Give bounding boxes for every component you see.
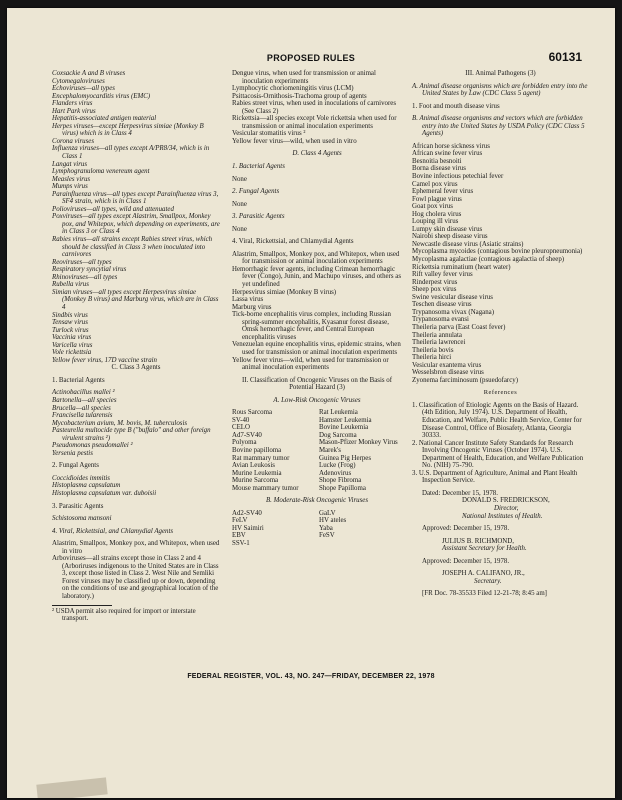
table-cell: FeSV (319, 532, 335, 540)
list-item: Mumps virus (52, 183, 88, 191)
list-item: Lymphocytic choriomeningitis virus (LCM) (232, 85, 354, 93)
list-item: Hemorrhagic fever agents, including Crimean hemorrhagic fever (Congo), Junin, and Machupo viruses, and others as yet undefined (232, 265, 402, 289)
table-cell: Guinea Pig Herpes (319, 454, 372, 462)
fungal-list (52, 475, 220, 498)
table-cell: Rous Sarcoma (232, 409, 272, 417)
approved-2: Approved: December 15, 1978. (422, 557, 510, 565)
list-item: African swine fever virus (412, 150, 483, 158)
fungal-heading: 2. Fungal Agents (52, 462, 99, 470)
list-item: Rickettsia ruminatium (heart water) (412, 263, 511, 271)
list-item: Echoviruses—all types (52, 85, 115, 93)
table-cell: Mason-Pfizer Monkey Virus (319, 439, 398, 447)
list-item: Theileria hirci (412, 354, 452, 362)
viral-list (52, 540, 220, 600)
page-footer: FEDERAL REGISTER, VOL. 43, NO. 247—FRIDAY, DECEMBER 22, 1978 (187, 673, 435, 680)
list-item: Newcastle disease virus (Asiatic strains) (412, 240, 524, 248)
list-item: Vesicular stomatitis virus ² (232, 130, 306, 138)
table-cell: Murine Sarcoma (232, 477, 279, 485)
list-item: Corona viruses (52, 137, 95, 145)
list-item: Coxsackie A and B viruses (52, 70, 126, 77)
bacterial-list (52, 389, 220, 457)
signer-1-title-1: Director, (494, 504, 519, 512)
list-item: Parainfluenza virus—all types except Parainfluenza virus 3, SF4 strain, which is in Class 1 (52, 190, 219, 206)
list-item: Actinobacillus mallei ² (52, 389, 115, 397)
list-item: Ephemeral fever virus (412, 188, 474, 196)
signer-3-name: JOSEPH A. CALIFANO, JR., (442, 570, 525, 578)
class4-bacterial-none: None (232, 175, 247, 183)
signer-1-name: DONALD S. FREDRICKSON, (462, 497, 550, 505)
animal-pathogen-list (412, 143, 589, 385)
table-cell: Bovine papilloma (232, 446, 282, 454)
class4-fungal-heading: 2. Fungal Agents (232, 188, 280, 196)
class4-parasitic-heading: 3. Parasitic Agents (232, 213, 285, 221)
list-item: Hog cholera virus (412, 210, 462, 218)
table-cell: Shope Fibroma (319, 477, 362, 485)
list-item: Bovine infectious petechial fever (412, 173, 504, 181)
table-cell: GaLV (319, 509, 336, 517)
list-item: Theileria lawrencei (412, 339, 466, 347)
list-item: Respiratory syncytial virus (52, 266, 127, 274)
parasitic-heading: 3. Parasitic Agents (52, 502, 104, 510)
class3-heading: C. Class 3 Agents (111, 364, 161, 372)
class4-bacterial-heading: 1. Bacterial Agents (232, 163, 285, 171)
list-item: Flanders virus (52, 100, 93, 108)
table-cell: Mouse mammary tumor (232, 484, 299, 492)
class4-fungal-none: None (232, 200, 247, 208)
list-item: Encephalomyocarditis virus (EMC) (52, 92, 151, 100)
table-cell: CELO (232, 424, 250, 432)
modrisk-left-column (232, 510, 315, 548)
list-item: Pseudomonas pseudomallei ² (52, 442, 133, 450)
modrisk-table (232, 510, 402, 548)
list-item: Dengue virus, when used for transmission or animal inoculation experiments (232, 70, 376, 85)
list-item: Arboviruses—all strains except those in Class 2 and 4 (Arboriruses indigenous to the United States are in Class 3, except those listed in Class 2. West Nile and Semliki Forest viruses may be classified up or down, depending on the conditions of use and geographical location of the laboratory.) (52, 555, 219, 600)
list-item: Schistosoma mansoni (52, 515, 112, 523)
signer-3-title: Secretary. (474, 577, 502, 585)
modrisk-right-column (319, 510, 402, 548)
signer-1-title-2: National Institutes of Health. (462, 512, 543, 520)
footnote: ² USDA permit also required for import or interstate transport. (52, 607, 196, 623)
list-item: Mycoplasma mycoides (contagious bovine pleuropneumonia) (412, 248, 583, 256)
table-cell: Lucke (Frog) (319, 462, 356, 470)
list-item: Sheep pox virus (412, 286, 457, 294)
lowrisk-left-column (232, 409, 315, 492)
list-item: Simian viruses—all types except Herpesvirus simiae (Monkey B virus) and Marburg virus, which are in Class 4 (52, 288, 219, 311)
list-item: Yellow fever virus—wild, when used in vitro (232, 137, 357, 145)
list-item: Brucella—all species (52, 404, 111, 412)
table-cell: Ad2-SV40 (232, 509, 262, 517)
list-item: Measles virus (52, 175, 91, 183)
section-a-item: 1. Foot and mouth disease virus (412, 102, 500, 110)
list-item: Alastrim, Smallpox, Monkey pox, and Whitepox, when used for transmission or animal inoculation experiments (232, 250, 400, 266)
list-item: Theileria parva (East Coast fever) (412, 323, 506, 331)
list-item: Vole rickettsia (52, 349, 92, 357)
column-2 (232, 70, 402, 548)
column-1 (52, 70, 220, 623)
table-cell: SV-40 (232, 416, 250, 424)
section2-heading: II. Classification of Oncogenic Viruses on the Basis of Potential Hazard (3) (241, 376, 393, 392)
list-item: Tick-borne encephalitis virus complex, including Russian spring-summer encephalitis, Kyasanur forest disease, Omsk hemorrhagic fever, and Central European encephalitis viruses (232, 311, 391, 341)
list-item: Yellow fever virus—wild, when used for transmission or animal inoculation experiments (232, 356, 389, 372)
section3-heading: III. Animal Pathogens (3) (465, 70, 536, 77)
page-number: 60131 (548, 50, 582, 64)
parasitic-list (52, 515, 220, 523)
list-item: Hart Park virus (52, 107, 96, 115)
class4-viral-list (232, 251, 402, 372)
list-item: Rabies street virus, when used in inoculations of carnivores (See Class 2) (232, 100, 396, 115)
list-item: Fowl plague virus (412, 195, 462, 203)
torn-corner (36, 777, 107, 798)
list-item: Rhinoviruses—all types (52, 273, 118, 281)
list-item: Histoplasma capsulatum var. duboisii (52, 489, 157, 497)
list-item: Herpes viruses—except Herpesvirus simiae (Monkey B virus) which is in Class 4 (52, 122, 204, 138)
list-item: Bartonella—all species (52, 396, 117, 404)
footnote-rule (52, 605, 112, 606)
class4-viral-heading: 4. Viral, Rickettsial, and Chlamydial Agents (232, 238, 354, 246)
class4-heading: D. Class 4 Agents (292, 150, 342, 158)
table-cell: Polyoma (232, 439, 257, 447)
list-item: Venezuelan equine encephalitis virus, epidemic strains, when used for transmission or animal inoculation experiments (232, 341, 401, 356)
references-heading: References (483, 389, 518, 397)
list-item: Herpesvirus simiae (Monkey B virus) (232, 288, 337, 296)
table-cell: Avian Leukosis (232, 462, 275, 470)
virus-list (52, 70, 220, 364)
fr-doc-line: [FR Doc. 78-35533 Filed 12-21-78; 8:45 am] (422, 590, 547, 598)
list-item: Swine vesicular disease virus (412, 293, 493, 301)
list-item: Psittacosis-Ornithosis-Trachoma group of agents (232, 92, 367, 100)
table-cell: Ad7-SV40 (232, 431, 262, 439)
list-item: Tensaw virus (52, 319, 88, 327)
list-item: Zyonema farciminosum (psuedofarcy) (412, 376, 519, 384)
list-item: Pasteurella multocide type B ("buffalo" and other foreign virulent strains ²) (52, 427, 211, 442)
list-item: Vaccinia virus (52, 334, 92, 342)
list-item: Theileria annulata (412, 331, 462, 339)
list-item: Langat virus (52, 160, 88, 168)
list-item: Hepatitis-associated antigen material (52, 115, 157, 123)
references-list (412, 402, 589, 485)
list-item: Rabies virus—all strains except Rabies street virus, which should be classified in Class 3 when inoculated into carnivores (52, 236, 213, 259)
modrisk-heading: B. Moderate-Risk Oncogenic Viruses (265, 497, 369, 505)
list-item: Lassa virus (232, 296, 264, 304)
list-item: Borna disease virus (412, 165, 466, 173)
list-item: Trypanosoma vivax (Nagana) (412, 308, 495, 316)
list-item: Alastrim, Smallpox, Monkey pox, and Whitepox, when used in vitro (52, 540, 220, 555)
list-item: Turlock virus (52, 326, 89, 334)
list-item: Influenza viruses—all types except A/PR8/34, which is in Class 1 (52, 145, 210, 161)
table-cell: FeLV (232, 517, 248, 525)
list-item: Nairobi sheep disease virus (412, 233, 488, 241)
list-item: Trypanosoma evansi (412, 316, 469, 324)
class4-parasitic-none: None (232, 225, 247, 233)
list-item: Lymphogranuloma venereum agent (52, 168, 150, 176)
dated-line: Dated: December 15, 1978. (422, 489, 498, 497)
table-cell: Rat Leukemia (319, 409, 358, 417)
table-cell: Dog Sarcoma (319, 431, 357, 439)
list-item: Yersenia pestis (52, 449, 93, 457)
list-item: Lumpy skin disease virus (412, 225, 483, 233)
section-b-heading: B. Animal disease organisms and vectors which are forbidden entry into the United States by USDA Policy (CDC Class 5 Agents) (412, 115, 585, 138)
list-item: Louping ill virus (412, 218, 459, 226)
list-item: Wesselsbron disease virus (412, 369, 484, 377)
reference-item: 3. U.S. Department of Agriculture, Animal and Plant Health Inspection Service. (412, 469, 578, 485)
list-item: Yellow fever virus, 17D vaccine strain (52, 356, 158, 364)
list-item: Rinderpest virus (412, 278, 458, 286)
list-item: Mycoplasma agalactiae (contagious agalactia of sheep) (412, 256, 565, 264)
section-a-heading: A. Animal disease organisms which are forbidden entry into the United States by Law (CDC Class 5 agent) (412, 82, 588, 98)
table-cell: Adenovirus (319, 469, 352, 477)
list-item: Theileria bovis (412, 346, 454, 354)
list-item: Polioviruses—all types, wild and attenuated (52, 205, 174, 213)
reference-item: 2. National Cancer Institute Safety Standards for Research Involving Oncogenic Viruses (October 1974). U.S. Department of Health, Education, and Welfare Publication No. (NIH) 75-790. (412, 439, 584, 470)
list-item: Camel pox virus (412, 180, 458, 188)
column-3 (412, 70, 589, 598)
list-item: Mycobacterium avium, M. bovis, M. tuberculosis (52, 419, 188, 427)
table-cell: Hamster Leukemia (319, 416, 372, 424)
class3-continued-list (232, 70, 402, 145)
list-item: Coccidioides immitis (52, 474, 110, 482)
list-item: Teschen disease virus (412, 301, 472, 309)
document-page (7, 8, 615, 798)
table-cell: EBV (232, 532, 246, 540)
lowrisk-heading: A. Low-Risk Oncogenic Viruses (273, 396, 361, 404)
list-item: Cytomegaloviruses (52, 77, 105, 85)
signer-2-name: JULIUS B. RICHMOND, (442, 537, 514, 545)
table-cell: Yaba (319, 524, 333, 532)
list-item: Sindbis virus (52, 311, 88, 319)
list-item: Poxviruses—all types except Alastrim, Smallpox, Monkey pox, and Whitepox, which depending on experiments, are in Class 3 or Class 4 (52, 213, 220, 236)
signature-1 (412, 497, 589, 520)
signer-2-title: Assistant Secretary for Health. (442, 545, 527, 553)
table-cell: Murine Leukemia (232, 469, 282, 477)
table-cell: Shope Papilloma (319, 484, 366, 492)
list-item: Rickettsia—all species except Vole rickettsia when used for transmission or animal inoculation experiments (232, 115, 397, 130)
list-item: Rubella virus (52, 281, 89, 289)
list-item: Francisella tularensis (52, 412, 113, 420)
table-cell: Marek's (319, 446, 341, 454)
table-cell: Rat mammary tumor (232, 454, 290, 462)
lowrisk-right-column (319, 409, 402, 492)
viral-heading: 4. Viral, Rickettsial, and Chlamydial Agents (52, 527, 174, 535)
list-item: African horse sickness virus (412, 142, 490, 150)
table-cell: Bovine Leukemia (319, 424, 369, 432)
list-item: Vesicular exantema virus (412, 361, 482, 369)
table-cell: HV ateles (319, 517, 347, 525)
list-item: Marburg virus (232, 303, 272, 311)
reference-item: 1. Classification of Etiologic Agents on the Basis of Hazard. (4th Edition, July 1974). U.S. Department of Health, Education, and Welfare, Public Health Service, Center for Disease Control, Office of Biosafety, Atlanta, Georgia 30333. (412, 401, 582, 440)
list-item: Histoplasma capsulatum (52, 482, 121, 490)
list-item: Besnoitia besnoiti (412, 157, 462, 165)
lowrisk-table (232, 409, 402, 492)
list-item: Varicella virus (52, 341, 93, 349)
running-header: PROPOSED RULES (266, 53, 356, 63)
bacterial-heading: 1. Bacterial Agents (52, 376, 105, 384)
list-item: Rift valley fever virus (412, 271, 473, 279)
table-cell: HV Saimiri (232, 524, 264, 532)
list-item: Reoviruses—all types (52, 258, 112, 266)
list-item: Goat pox virus (412, 203, 453, 211)
approved-1: Approved: December 15, 1978. (422, 525, 510, 533)
table-cell: SSV-1 (232, 539, 250, 547)
